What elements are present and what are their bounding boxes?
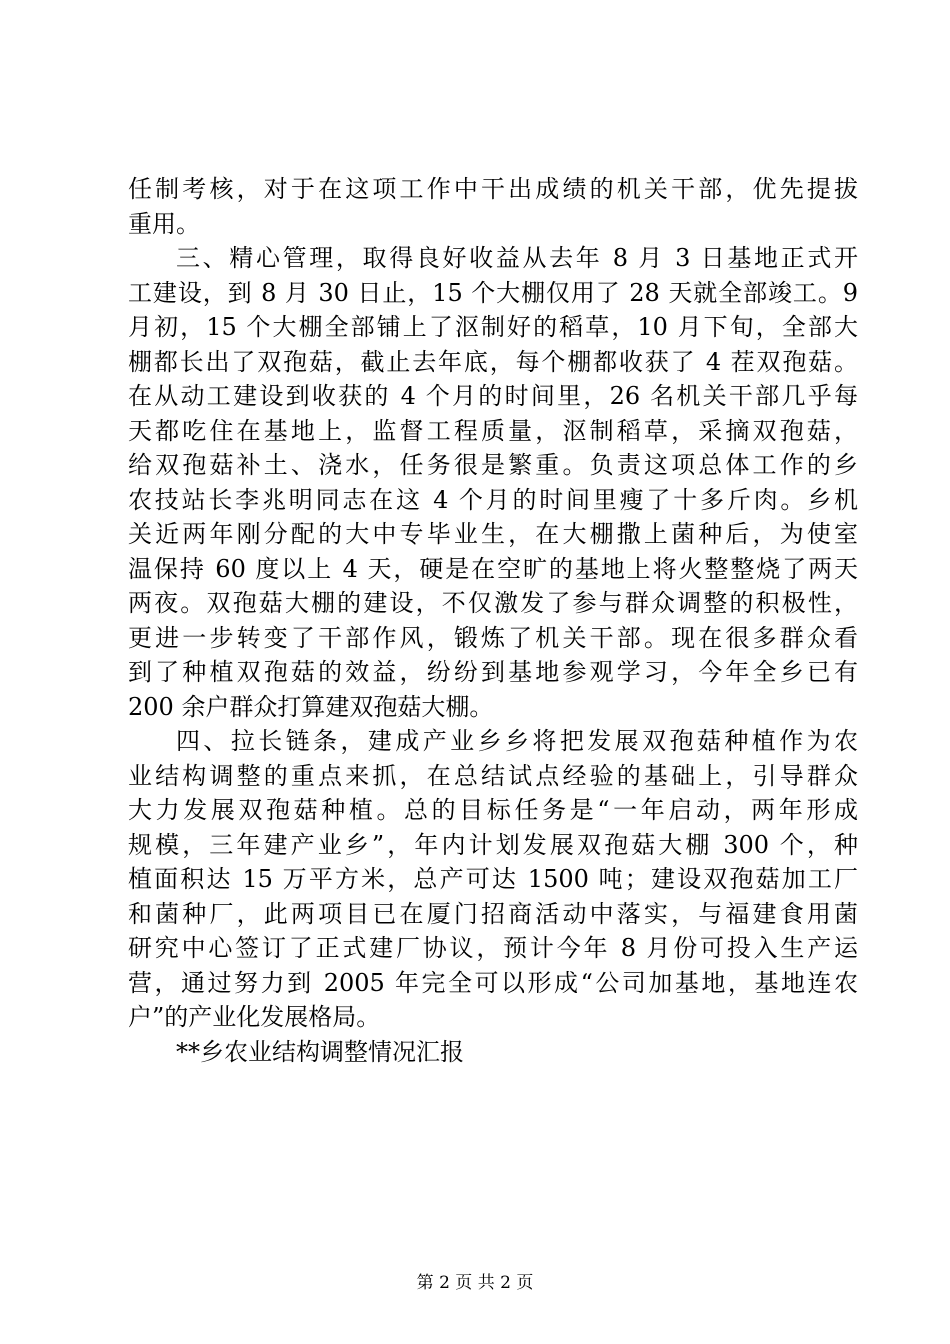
text-line: 户”的产业化发展格局。: [128, 1003, 381, 1031]
text-line: 在从动工建设到收获的 4 个月的时间里，26 名机关干部几乎每: [128, 382, 858, 410]
text-line: 研究中心签订了正式建厂协议，预计今年 8 月份可投入生产运: [128, 934, 858, 962]
text-line: 和菌种厂，此两项目已在厦门招商活动中落实，与福建食用菌: [128, 899, 858, 928]
text-line: 月初，15 个大棚全部铺上了沤制好的稻草，10 月下旬，全部大: [128, 313, 858, 341]
text-line: 工建设，到 8 月 30 日止，15 个大棚仅用了 28 天就全部竣工。9: [128, 278, 858, 307]
page-number: 第 2 页 共 2 页: [416, 1273, 534, 1293]
text-line: 温保持 60 度以上 4 天，硬是在空旷的基地上将火整整烧了两天: [128, 554, 858, 583]
text-line: 两夜。双孢菇大棚的建设，不仅激发了参与群众调整的积极性，: [128, 589, 858, 617]
text-line: 业结构调整的重点来抓，在总结试点经验的基础上，引导群众: [128, 761, 858, 790]
text-line: 给双孢菇补土、浇水，任务很是繁重。负责这项总体工作的乡: [128, 451, 858, 479]
text-line: 任制考核，对于在这项工作中干出成绩的机关干部，优先提拔: [128, 175, 858, 203]
text-line: 规模，三年建产业乡”，年内计划发展双孢菇大棚 300 个，种: [128, 830, 858, 859]
text-line: 棚都长出了双孢菇，截止去年底，每个棚都收获了 4 茬双孢菇。: [128, 347, 858, 376]
text-line: 植面积达 15 万平方米，总产可达 1500 吨；建设双孢菇加工厂: [128, 865, 858, 893]
text-line: 200 余户群众打算建双孢菇大棚。: [128, 692, 494, 721]
text-line: 到了种植双孢菇的效益，纷纷到基地参观学习，今年全乡已有: [128, 658, 858, 686]
text-line: 大力发展双孢菇种植。总的目标任务是“一年启动，两年形成: [128, 796, 858, 824]
document-title: **乡农业结构调整情况汇报: [176, 1037, 464, 1066]
text-line: 天都吃住在基地上，监督工程质量，沤制稻草，采摘双孢菇，: [128, 416, 858, 445]
document-body: [128, 172, 858, 1069]
text-line: 农技站长李兆明同志在这 4 个月的时间里瘦了十多斤肉。乡机: [128, 485, 858, 514]
text-line: 营，通过努力到 2005 年完全可以形成“公司加基地，基地连农: [128, 968, 858, 997]
text-line: 四、拉长链条，建成产业乡乡将把发展双孢菇种植作为农: [176, 727, 858, 755]
text-line: 重用。: [128, 209, 200, 238]
text-line: 更进一步转变了干部作风，锻炼了机关干部。现在很多群众看: [128, 623, 858, 652]
text-line: 关近两年刚分配的大中专毕业生，在大棚撒上菌种后，为使室: [128, 520, 858, 548]
text-line: 三、精心管理，取得良好收益从去年 8 月 3 日基地正式开: [176, 244, 858, 272]
